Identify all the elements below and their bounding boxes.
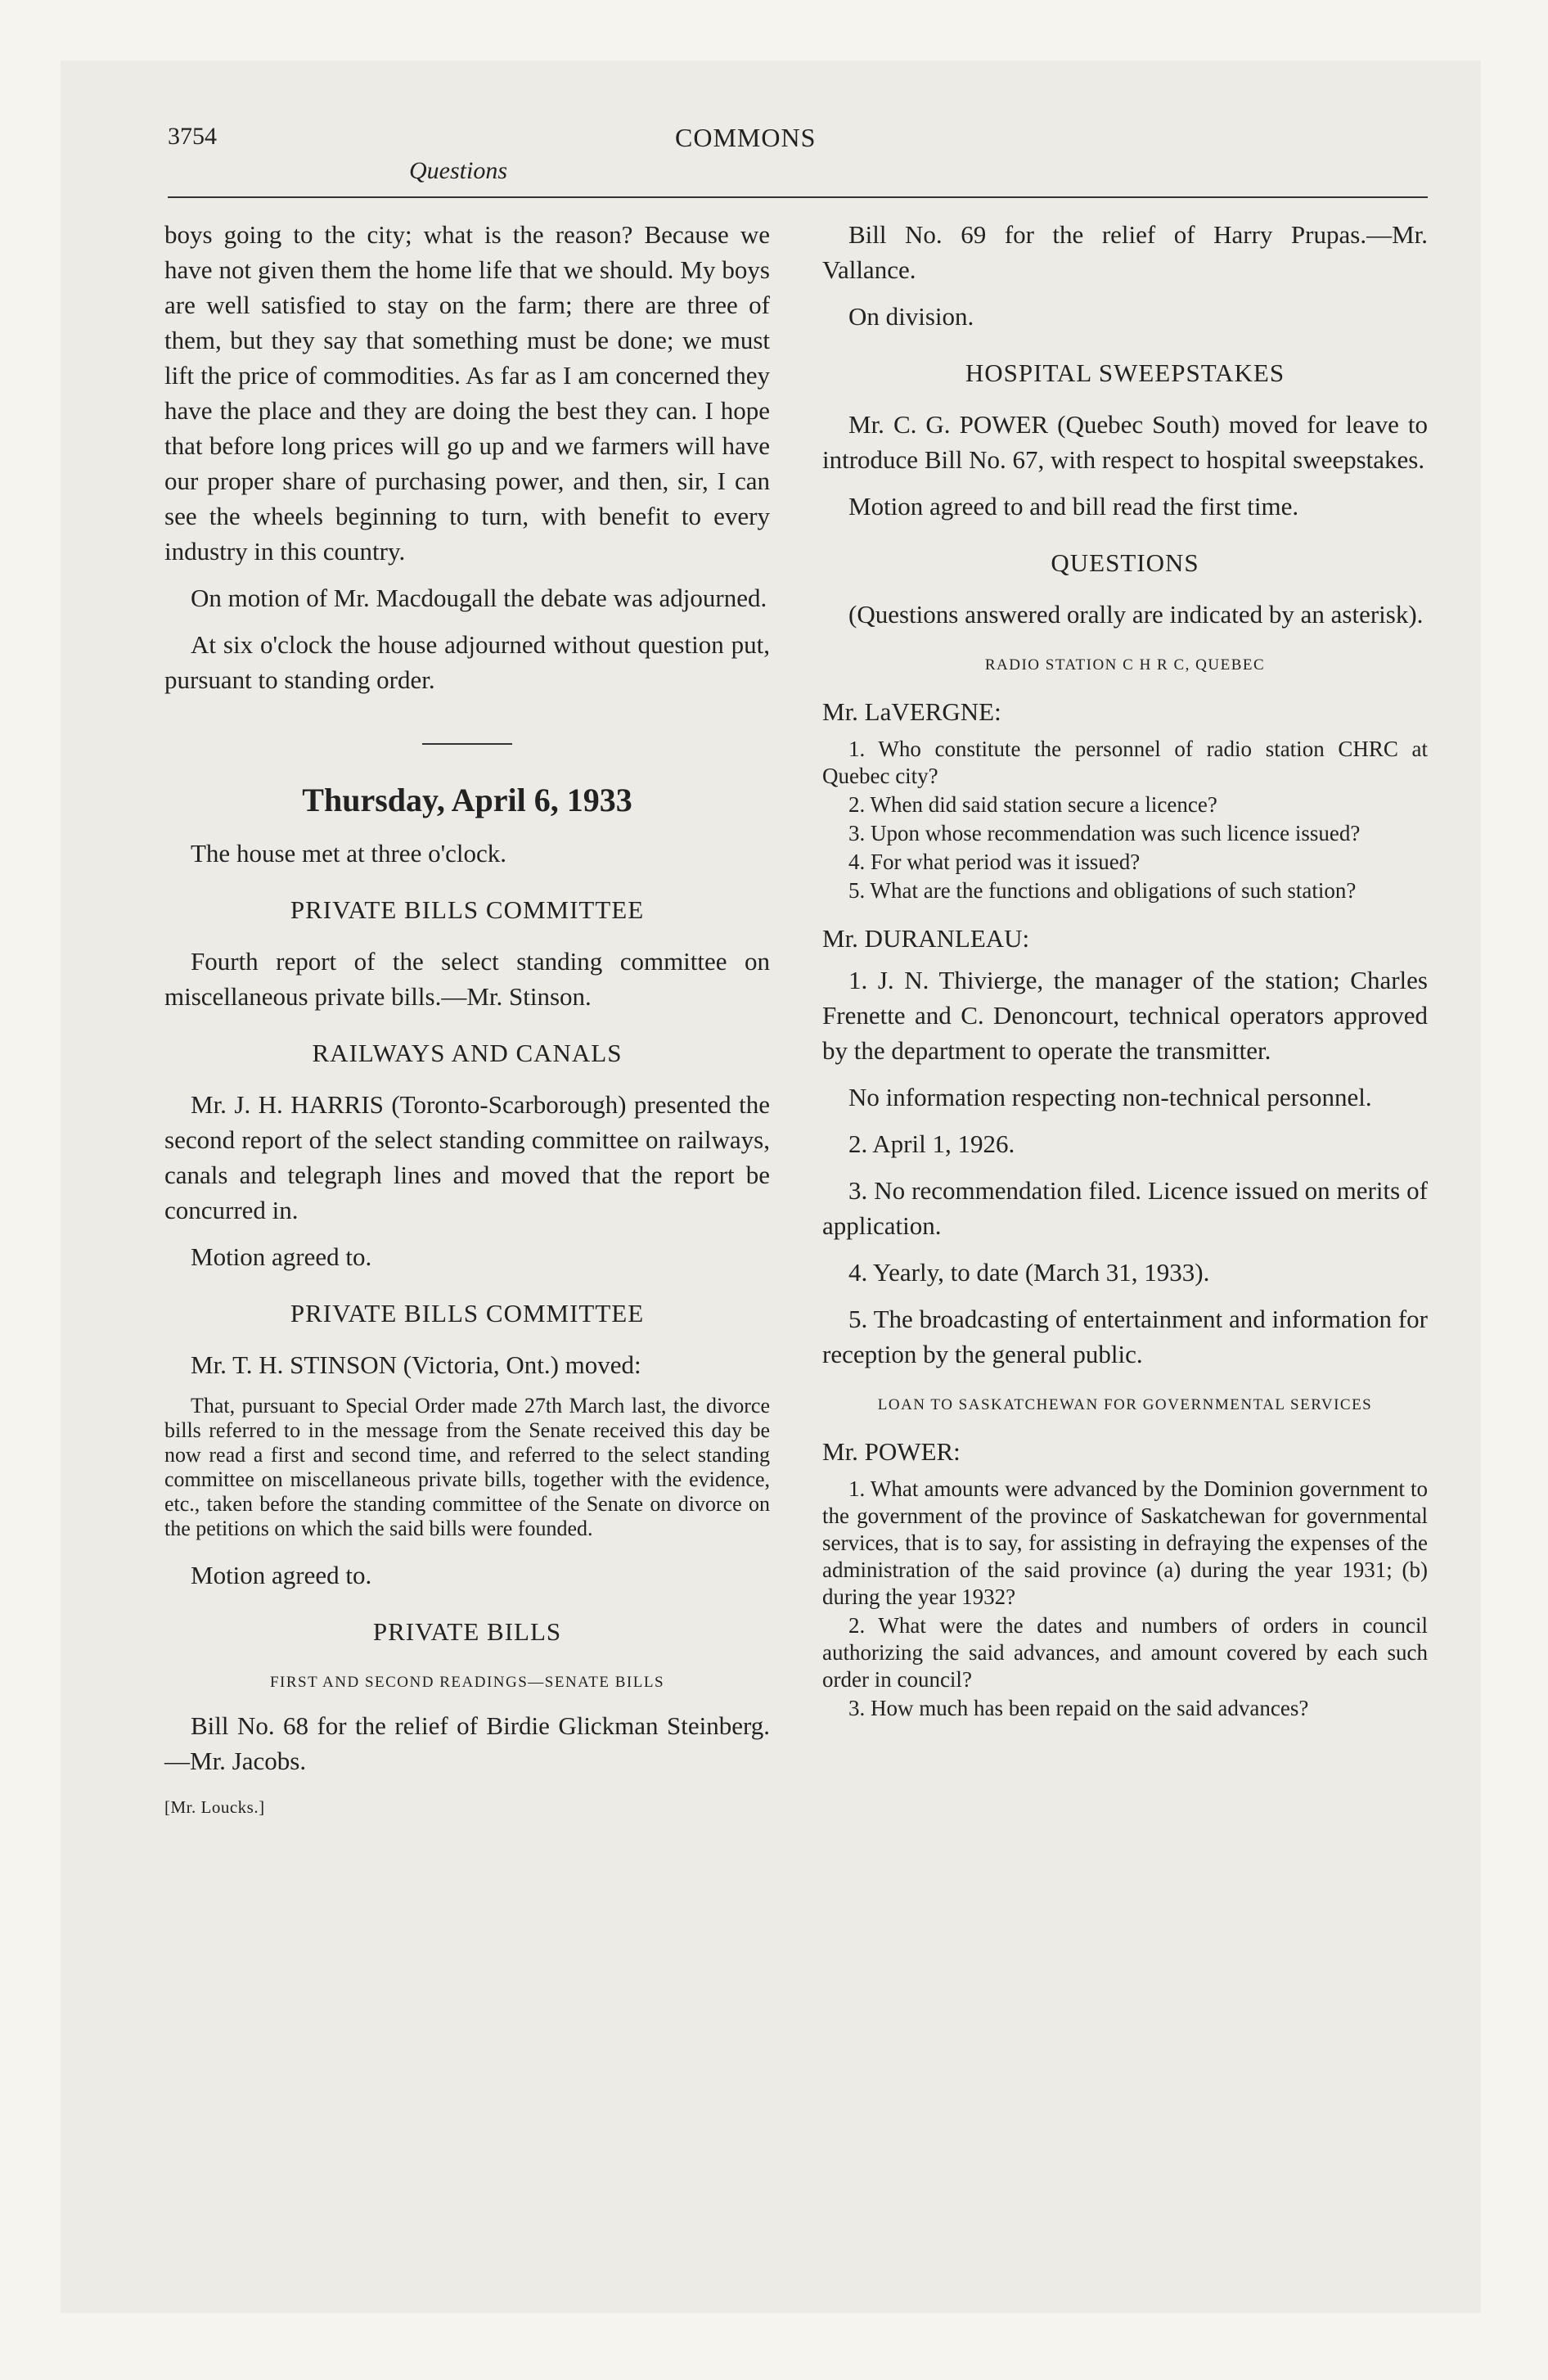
left-column: [164, 217, 770, 1825]
header-rule: [168, 196, 1428, 198]
question-item: 1. Who constitute the personnel of radio station CHRC at Quebec city?: [822, 737, 1428, 788]
paragraph: boys going to the city; what is the reason? Because we have not given them the home life that we should. My boys are well satisfied to stay on the farm; there are three of them, but they say that something must be done; we must lift the price of commodities. As far as I am concerned they have the place and they are doing the best they can. I hope that before long prices will go up and we farmers will have our proper share of purchasing power, and then, sir, I can see the wheels beginning to turn, with benefit to every industry in this country.: [164, 220, 770, 566]
question-item: 5. What are the functions and obligations of such station?: [848, 878, 1357, 903]
answer-item: 5. The broadcasting of entertainment and information for reception by the general public.: [822, 1305, 1428, 1368]
speaker-name: Mr. LaVERGNE:: [822, 697, 1001, 726]
question-item: 2. When did said station secure a licence?: [848, 792, 1217, 817]
page-header: [168, 123, 1428, 196]
paragraph: Motion agreed to and bill read the first time.: [848, 492, 1299, 521]
paragraph: At six o'clock the house adjourned without question put, pursuant to standing order.: [164, 630, 770, 694]
speaker-footer: [Mr. Loucks.]: [164, 1797, 265, 1817]
paragraph: Motion agreed to.: [191, 1561, 372, 1589]
paragraph: (Questions answered orally are indicated by an asterisk).: [848, 600, 1424, 629]
paragraph: Mr. C. G. POWER (Quebec South) moved for leave to introduce Bill No. 67, with respect to hospital sweepstakes.: [822, 410, 1428, 474]
paragraph: Bill No. 69 for the relief of Harry Prupas.—Mr. Vallance.: [822, 220, 1428, 284]
page-number: 3754: [168, 123, 217, 150]
subsection-heading: LOAN TO SASKATCHEWAN FOR GOVERNMENTAL SERVICES: [877, 1396, 1373, 1413]
paragraph: The house met at three o'clock.: [191, 839, 507, 868]
section-heading: PRIVATE BILLS COMMITTEE: [290, 1299, 645, 1327]
paragraph: Motion agreed to.: [191, 1242, 372, 1271]
answer-item: 1. J. N. Thivierge, the manager of the station; Charles Frenette and C. Denoncourt, technical operators approved by the department to operate the transmitter.: [822, 966, 1428, 1065]
section-heading: PRIVATE BILLS: [372, 1617, 562, 1646]
subsection-heading: RADIO STATION C H R C, QUEBEC: [984, 656, 1266, 674]
section-label: Questions: [409, 157, 507, 184]
section-heading: HOSPITAL SWEEPSTAKES: [965, 358, 1285, 387]
running-head: COMMONS: [675, 123, 817, 152]
speaker-name: Mr. DURANLEAU:: [822, 924, 1030, 953]
question-item: 1. What amounts were advanced by the Dominion government to the government of the province of Saskatchewan for governmental services, that is to say, for assisting in defraying the expenses of the administration of the said province (a) during the year 1931; (b) during the year 1932?: [822, 1476, 1428, 1609]
answer-item: No information respecting non-technical personnel.: [848, 1083, 1372, 1111]
question-item: 3. Upon whose recommendation was such licence issued?: [848, 821, 1361, 845]
paragraph: Mr. J. H. HARRIS (Toronto-Scarborough) presented the second report of the select standing committee on railways, canals and telegraph lines and moved that the report be concurred in.: [164, 1090, 770, 1224]
paragraph: Mr. T. H. STINSON (Victoria, Ont.) moved:: [191, 1350, 641, 1379]
section-heading: PRIVATE BILLS COMMITTEE: [290, 895, 645, 924]
answer-item: 2. April 1, 1926.: [848, 1129, 1015, 1158]
section-heading: RAILWAYS AND CANALS: [312, 1039, 623, 1067]
answer-item: 3. No recommendation filed. Licence issued on merits of application.: [822, 1176, 1428, 1240]
paragraph: On division.: [848, 302, 974, 331]
paragraph: Fourth report of the select standing committee on miscellaneous private bills.—Mr. Stinson.: [164, 947, 770, 1011]
date-heading: Thursday, April 6, 1933: [302, 782, 632, 818]
question-item: 2. What were the dates and numbers of orders in council authorizing the said advances, and amount covered by each such order in council?: [822, 1613, 1428, 1692]
answer-item: 4. Yearly, to date (March 31, 1933).: [848, 1258, 1210, 1287]
question-item: 4. For what period was it issued?: [848, 850, 1141, 874]
paragraph: On motion of Mr. Macdougall the debate was adjourned.: [191, 584, 767, 612]
subsection-heading: FIRST AND SECOND READINGS—SENATE BILLS: [269, 1674, 665, 1691]
motion-quote: That, pursuant to Special Order made 27th March last, the divorce bills referred to in the message from the Senate received this day be now read a first and second time, and referred to the select standing committee on miscellaneous private bills, together with the evidence, etc., taken before the standing committee of the Senate on divorce on the petitions on which the said bills were founded.: [164, 1394, 770, 1540]
paragraph: Bill No. 68 for the relief of Birdie Glickman Steinberg.—Mr. Jacobs.: [164, 1711, 770, 1775]
question-item: 3. How much has been repaid on the said advances?: [848, 1696, 1309, 1720]
speaker-name: Mr. POWER:: [822, 1437, 961, 1466]
section-heading: QUESTIONS: [1051, 548, 1199, 577]
section-divider: [422, 743, 512, 745]
right-column: [822, 217, 1428, 1724]
